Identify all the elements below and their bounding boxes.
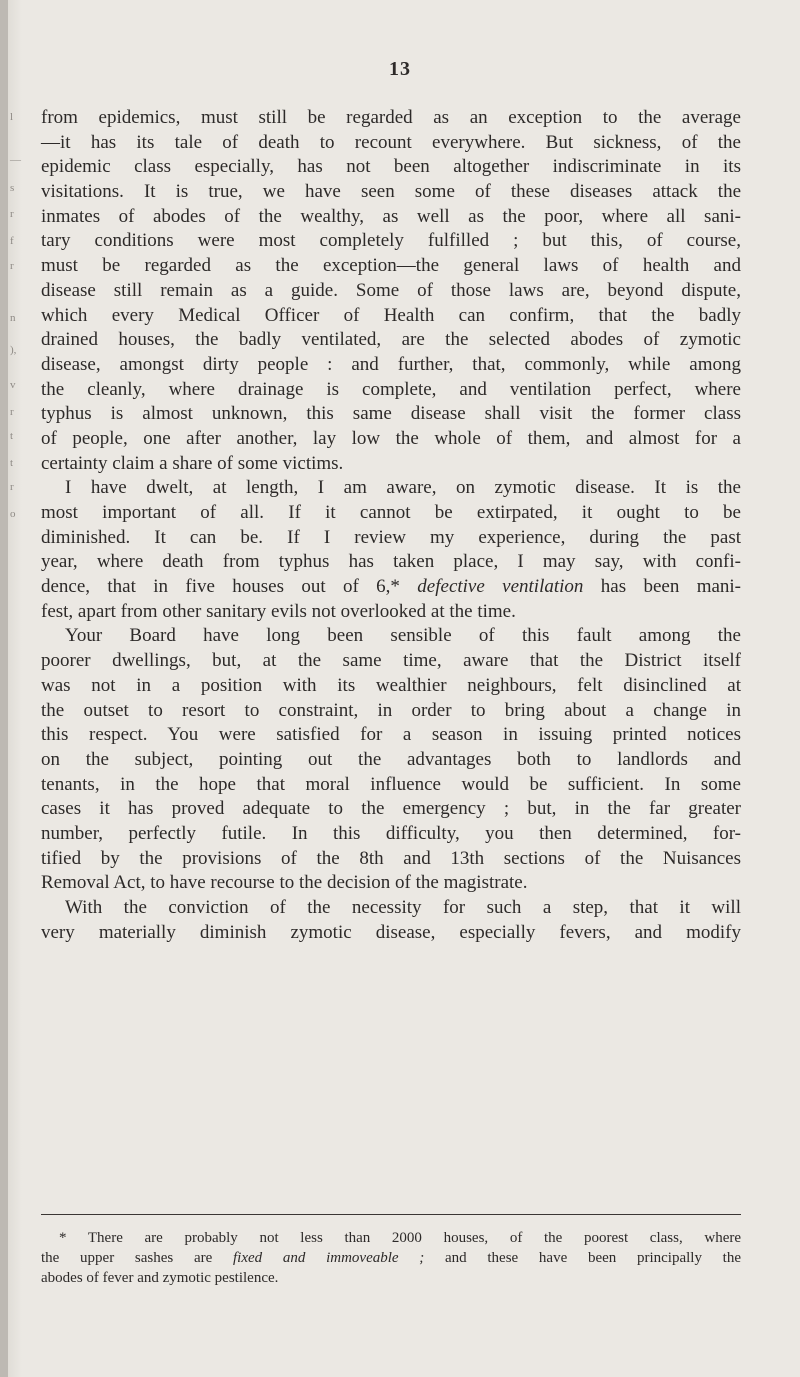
text-line: cases it has proved adequate to the emergency ; but, in the far greater [41, 798, 741, 820]
text-line-with-italic [41, 575, 741, 600]
page-number: 13 [389, 58, 411, 80]
text-fragment: has been mani- [600, 576, 742, 598]
binding-edge [0, 0, 8, 1377]
text-line: the outset to resort to constraint, in order to bring about a change in [41, 699, 741, 721]
text-line: drained houses, the badly ventilated, are the selected abodes of zymotic [41, 329, 741, 351]
text-line: this respect. You were satisfied for a season in issuing printed notices [41, 724, 741, 746]
margin-mark: r [10, 481, 14, 493]
margin-mark: s [10, 182, 15, 194]
margin-mark: o [10, 508, 16, 520]
footnote-line-with-italic [41, 1248, 741, 1268]
margin-mark: ), [10, 344, 17, 356]
text-line: year, where death from typhus has taken place, I may say, with confi- [41, 551, 741, 573]
footnote-line: abodes of fever and zymotic pestilence. [41, 1270, 279, 1286]
margin-mark: n [10, 312, 16, 324]
margin-mark: r [10, 208, 14, 220]
margin-mark: r [10, 406, 14, 418]
margin-mark: f [10, 235, 14, 247]
text-line: With the conviction of the necessity for such a step, that it will [65, 897, 741, 918]
text-line: of people, one after another, lay low the whole of them, and almost for a [41, 427, 741, 449]
text-line: disease, amongst dirty people : and further, that, commonly, while among [41, 353, 741, 375]
text-line: poorer dwellings, but, at the same time, aware that the District itself [41, 650, 741, 672]
text-line: tified by the provisions of the 8th and 13th sections of the Nuisances [41, 847, 741, 869]
text-line: visitations. It is true, we have seen some of these diseases attack the [41, 181, 741, 203]
text-line: was not in a position with its wealthier neighbours, felt disinclined at [41, 674, 741, 696]
text-line: from epidemics, must still be regarded as an exception to the average [41, 107, 741, 128]
italic-phrase: fixed and immoveable ; [233, 1250, 425, 1266]
margin-mark: v [10, 379, 16, 391]
margin-mark: t [10, 430, 14, 442]
text-line: must be regarded as the exception—the general laws of health and [41, 255, 741, 277]
text-line: disease still remain as a guide. Some of those laws are, beyond dispute, [41, 279, 741, 301]
footnote-divider [41, 1214, 741, 1215]
text-line: Your Board have long been sensible of this fault among the [65, 625, 741, 647]
text-line: which every Medical Officer of Health can confirm, that the badly [41, 304, 741, 326]
text-line: number, perfectly futile. In this difficulty, you then determined, for- [41, 822, 741, 844]
margin-mark: — [10, 154, 21, 166]
text-line: diminished. It can be. If I review my experience, during the past [41, 526, 741, 548]
text-line: the cleanly, where drainage is complete, and ventilation perfect, where [41, 378, 741, 400]
text-line: epidemic class especially, has not been altogether indiscriminate in its [41, 156, 741, 178]
margin-mark: l [10, 111, 14, 123]
margin-mark: r [10, 260, 14, 272]
margin-mark: t [10, 457, 14, 469]
text-line: —it has its tale of death to recount everywhere. But sickness, of the [41, 131, 741, 153]
text-line: tenants, in the hope that moral influence would be sufficient. In some [41, 773, 741, 795]
text-line: very materially diminish zymotic disease, especially fevers, and modify [41, 921, 741, 943]
footnote-line: * There are probably not less than 2000 houses, of the poorest class, where [59, 1230, 741, 1246]
footnote [41, 1228, 741, 1288]
text-line: typhus is almost unknown, this same disease shall visit the former class [41, 403, 741, 425]
text-line: inmates of abodes of the wealthy, as well as the poor, where all sani- [41, 205, 741, 227]
text-line: tary conditions were most completely fulfilled ; but this, of course, [41, 230, 741, 252]
body-text [41, 106, 741, 945]
text-fragment: dence, that in five houses out of 6,* [41, 576, 400, 598]
text-line: certainty claim a share of some victims. [41, 452, 344, 474]
italic-phrase: defective ventilation [417, 576, 584, 598]
text-line: on the subject, pointing out the advantages both to landlords and [41, 748, 741, 770]
text-line: most important of all. If it cannot be extirpated, it ought to be [41, 502, 741, 523]
text-line: I have dwelt, at length, I am aware, on zymotic disease. It is the [65, 477, 741, 499]
text-fragment: the upper sashes are [41, 1250, 213, 1266]
text-fragment: and these have been principally the [445, 1250, 742, 1266]
text-line: Removal Act, to have recourse to the decision of the magistrate. [41, 872, 528, 894]
text-line: fest, apart from other sanitary evils not overlooked at the time. [41, 600, 516, 622]
